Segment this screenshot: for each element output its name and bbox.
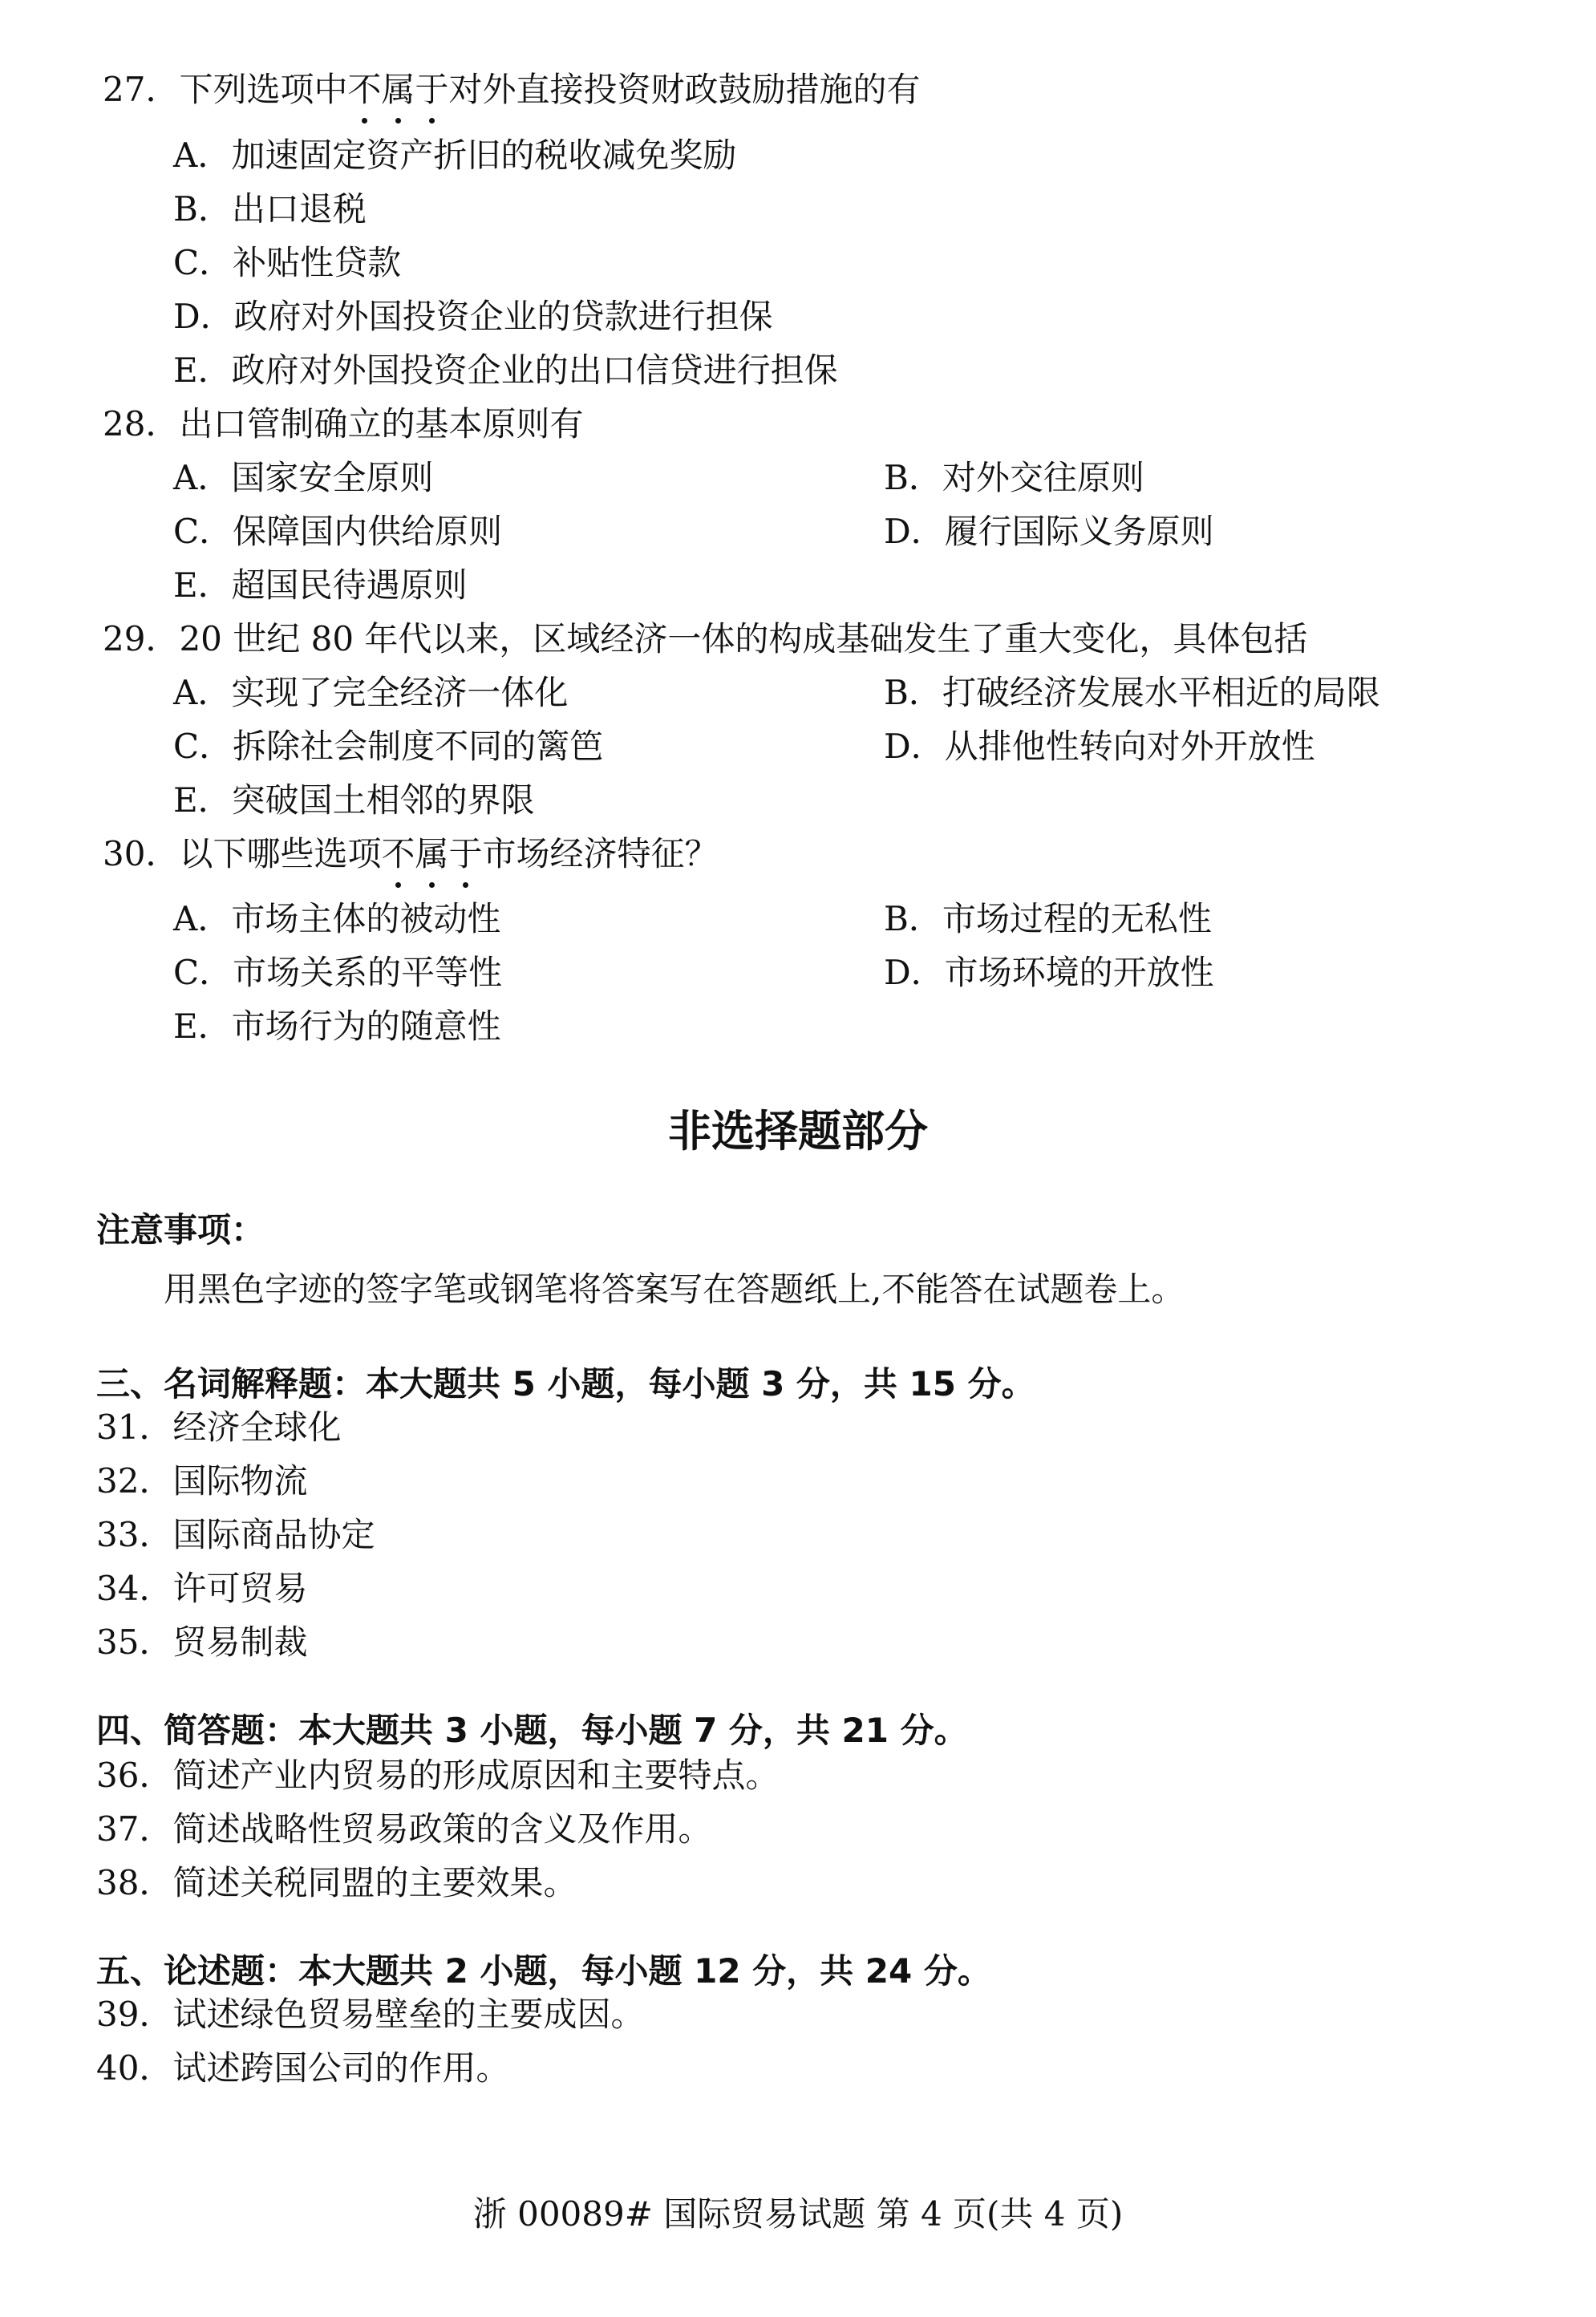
section-3-item: 35．贸易制裁 <box>96 1622 308 1662</box>
q30-option-d: D．市场环境的开放性 <box>884 953 1214 992</box>
q30-option-a: A．市场主体的被动性 <box>173 899 501 938</box>
stem-text: 市场经济特征？ <box>482 834 719 873</box>
q28-option-d: D．履行国际义务原则 <box>884 512 1214 551</box>
section-3-item: 31．经济全球化 <box>96 1408 342 1447</box>
q27-option-c: C．补贴性贷款 <box>173 243 402 282</box>
stem-text: 对外直接投资财政鼓励措施的有 <box>448 70 921 109</box>
q30-option-e: E．市场行为的随意性 <box>173 1007 501 1046</box>
question-number: 28． <box>103 404 180 444</box>
q29-option-a: A．实现了完全经济一体化 <box>173 673 569 712</box>
section-5-heading: 五、论述题：本大题共 2 小题，每小题 12 分，共 24 分。 <box>96 1951 991 1991</box>
q28-option-e: E．超国民待遇原则 <box>173 565 468 605</box>
emphasis-char: 属 <box>381 67 415 112</box>
question-number: 30． <box>103 834 180 873</box>
question-number: 27． <box>103 70 180 109</box>
q27-option-d: D．政府对外国投资企业的贷款进行担保 <box>173 297 773 336</box>
section-4-item: 37．简述战略性贸易政策的含义及作用。 <box>96 1809 712 1849</box>
question-29-stem <box>103 617 1307 662</box>
notice-title: 注意事项： <box>96 1210 265 1250</box>
q27-option-a: A．加速固定资产折旧的税收减免奖励 <box>173 136 737 175</box>
section-3-item: 34．许可贸易 <box>96 1569 308 1608</box>
q30-option-b: B．市场过程的无私性 <box>884 899 1212 938</box>
q29-option-e: E．突破国土相邻的界限 <box>173 780 535 820</box>
stem-text: 出口管制确立的基本原则有 <box>179 404 584 444</box>
section-5-item: 40．试述跨国公司的作用。 <box>96 2048 510 2088</box>
stem-text: 以下哪些选项 <box>179 834 382 873</box>
page-footer: 浙 00089# 国际贸易试题 第 4 页(共 4 页) <box>472 2194 1124 2234</box>
emphasis-char: 于 <box>415 67 449 112</box>
question-30-stem <box>103 832 719 877</box>
section-3-item: 33．国际商品协定 <box>96 1515 375 1554</box>
question-27-stem <box>103 67 921 112</box>
notice-text: 用黑色字迹的签字笔或钢笔将答案写在答题纸上,不能答在试题卷上。 <box>164 1270 1185 1309</box>
q29-option-c: C．拆除社会制度不同的篱笆 <box>173 727 604 766</box>
emphasis-char: 属 <box>415 832 448 877</box>
question-number: 29． <box>103 619 180 658</box>
question-28-stem <box>103 402 583 447</box>
section-5-item: 39．试述绿色贸易壁垒的主要成因。 <box>96 1995 645 2034</box>
emphasis-char: 不 <box>347 67 381 112</box>
q28-option-c: C．保障国内供给原则 <box>173 512 503 551</box>
stem-text: 20 世纪 80 年代以来，区域经济一体的构成基础发生了重大变化，具体包括 <box>179 619 1308 658</box>
section-4-heading: 四、简答题：本大题共 3 小题，每小题 7 分，共 21 分。 <box>96 1711 968 1750</box>
emphasis-char: 不 <box>381 832 415 877</box>
q29-option-b: B．打破经济发展水平相近的局限 <box>884 673 1380 712</box>
q28-option-b: B．对外交往原则 <box>884 458 1144 497</box>
emphasis-char: 于 <box>449 832 483 877</box>
part-title: 非选择题部分 <box>668 1106 928 1156</box>
section-3-item: 32．国际物流 <box>96 1461 308 1501</box>
stem-text: 下列选项中 <box>179 70 348 109</box>
section-4-item: 38．简述关税同盟的主要效果。 <box>96 1863 577 1902</box>
q28-option-a: A．国家安全原则 <box>173 458 434 497</box>
q30-option-c: C．市场关系的平等性 <box>173 953 503 992</box>
section-4-item: 36．简述产业内贸易的形成原因和主要特点。 <box>96 1756 780 1795</box>
q27-option-e: E．政府对外国投资企业的出口信贷进行担保 <box>173 350 838 390</box>
q29-option-d: D．从排他性转向对外开放性 <box>884 727 1315 766</box>
q27-option-b: B．出口退税 <box>173 189 367 229</box>
section-3-heading: 三、名词解释题：本大题共 5 小题，每小题 3 分，共 15 分。 <box>96 1364 1035 1404</box>
